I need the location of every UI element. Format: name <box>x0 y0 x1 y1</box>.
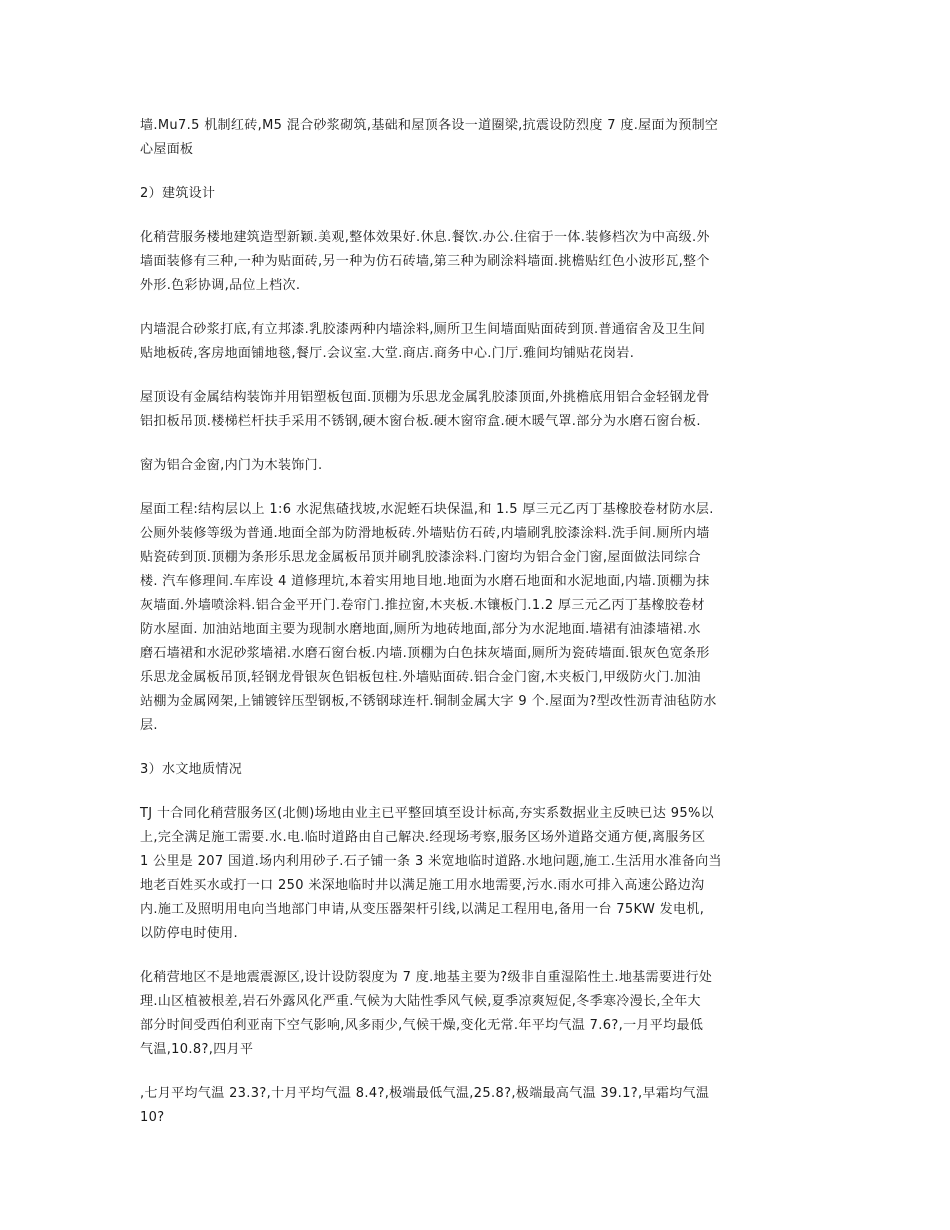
text-line: 理.山区植被根差,岩石外露风化严重.气候为大陆性季风气候,夏季凉爽短促,冬季寒冷漫长,全年大 <box>140 994 701 1009</box>
text-line: 贴地板砖,客房地面铺地毯,餐厅.会议室.大堂.商店.商务中心.门厅.雅间均铺贴花岗岩. <box>140 346 635 361</box>
text-line: 铝扣板吊顶.楼梯栏杆扶手采用不锈钢,硬木窗台板.硬木窗帘盒.硬木暖气罩.部分为水磨石窗台板. <box>140 414 701 429</box>
text-line: 以防停电时使用. <box>140 926 238 941</box>
heading-text: 3）水文地质情况 <box>140 762 243 777</box>
text-line: 化稍营服务楼地建筑造型新颖.美观,整体效果好.休息.餐饮.办公.住宿于一体.装修档次为中高级.外 <box>140 230 710 245</box>
text-line: 防水屋面. 加油站地面主要为现制水磨地面,厕所为地砖地面,部分为水泥地面.墙裙有油漆墙裙.水 <box>140 622 701 637</box>
text-line: 屋面工程:结构层以上 1:6 水泥焦碴找坡,水泥蛭石块保温,和 1.5 厚三元乙丙丁基橡胶卷材防水层. <box>140 502 714 517</box>
section-heading-architecture <box>140 182 812 206</box>
text-line: 层. <box>140 718 158 733</box>
text-line: 1 公里是 207 国道.场内利用砂子.石子铺一条 3 米宽地临时道路.水地问题,施工.生活用水准备向当 <box>140 854 722 869</box>
text-line: 贴瓷砖到顶.顶棚为条形乐思龙金属板吊顶并刷乳胶漆涂料.门窗均为铝合金门窗,屋面做法同综合 <box>140 550 701 565</box>
text-line: 内.施工及照明用电向当地部门申请,从变压器架杆引线,以满足工程用电,备用一台 75KW 发电机, <box>140 902 705 917</box>
heading-text: 2）建筑设计 <box>140 186 216 201</box>
text-line: TJ 十合同化稍营服务区(北侧)场地由业主已平整回填至设计标高,夯实系数据业主反映已达 95%以 <box>140 806 715 821</box>
text-line: 乐思龙金属板吊顶,轻钢龙骨银灰色铝板包柱.外墙贴面砖.铝合金门窗,木夹板门,甲级防火门.加油 <box>140 670 701 685</box>
text-line: 公厕外装修等级为普通.地面全部为防滑地板砖.外墙贴仿石砖,内墙刷乳胶漆涂料.洗手间.厕所内墙 <box>140 526 710 541</box>
text-line: 楼. 汽车修理间.车库设 4 道修理坑,本着实用地目地.地面为水磨石地面和水泥地面,内墙.顶棚为抹 <box>140 574 710 589</box>
text-line: 墙.Mu7.5 机制红砖,M5 混合砂浆砌筑,基础和屋顶各设一道圈梁,抗震设防烈度 7 度.屋面为预制空 <box>140 118 719 133</box>
paragraph-exterior <box>140 226 812 298</box>
text-line: 站棚为金属网架,上铺镀锌压型钢板,不锈钢球连杆.铜制金属大字 9 个.屋面为?型改性沥青油毡防水 <box>140 694 717 709</box>
paragraph-windows-doors <box>140 454 812 478</box>
text-line: 气温,10.8?,四月平 <box>140 1042 254 1057</box>
paragraph-structure <box>140 114 812 162</box>
text-line: 外形.色彩协调,品位上档次. <box>140 278 301 293</box>
paragraph-roofing-works <box>140 498 812 738</box>
paragraph-geology-climate <box>140 966 812 1062</box>
text-line: 部分时间受西伯利亚南下空气影响,风多雨少,气候干燥,变化无常.年平均气温 7.6?,一月平均最低 <box>140 1018 704 1033</box>
text-line: 磨石墙裙和水泥砂浆墙裙.水磨石窗台板.内墙.顶棚为白色抹灰墙面,厕所为瓷砖墙面.银灰色宽条形 <box>140 646 710 661</box>
paragraph-interior-walls <box>140 318 812 366</box>
text-line: 地老百姓买水或打一口 250 米深地临时井以满足施工用水地需要,污水.雨水可排入高速公路边沟 <box>140 878 705 893</box>
text-line: 化稍营地区不是地震震源区,设计设防裂度为 7 度.地基主要为?级非自重湿陷性土.地基需要进行处 <box>140 970 713 985</box>
paragraph-roof-ceiling <box>140 386 812 434</box>
paragraph-site-conditions <box>140 802 812 946</box>
document-page <box>140 114 812 1150</box>
section-heading-hydrogeology <box>140 758 812 782</box>
paragraph-temperatures <box>140 1082 812 1130</box>
text-line: 10? <box>140 1110 165 1125</box>
text-line: 窗为铝合金窗,内门为木装饰门. <box>140 458 323 473</box>
text-line: 墙面装修有三种,一种为贴面砖,另一种为仿石砖墙,第三种为刷涂料墙面.挑檐贴红色小波形瓦,整个 <box>140 254 710 269</box>
text-line: 心屋面板 <box>140 142 194 157</box>
text-line: 上,完全满足施工需要.水.电.临时道路由自己解决.经现场考察,服务区场外道路交通方便,离服务区 <box>140 830 706 845</box>
text-line: ,七月平均气温 23.3?,十月平均气温 8.4?,极端最低气温,25.8?,极端最高气温 39.1?,早霜均气温 <box>140 1086 710 1101</box>
text-line: 屋顶设有金属结构装饰并用铝塑板包面.顶棚为乐思龙金属乳胶漆顶面,外挑檐底用铝合金轻钢龙骨 <box>140 390 710 405</box>
text-line: 灰墙面.外墙喷涂料.铝合金平开门.卷帘门.推拉窗,木夹板.木镶板门.1.2 厚三元乙丙丁基橡胶卷材 <box>140 598 705 613</box>
text-line: 内墙混合砂浆打底,有立邦漆.乳胶漆两种内墙涂料,厕所卫生间墙面贴面砖到顶.普通宿舍及卫生间 <box>140 322 706 337</box>
